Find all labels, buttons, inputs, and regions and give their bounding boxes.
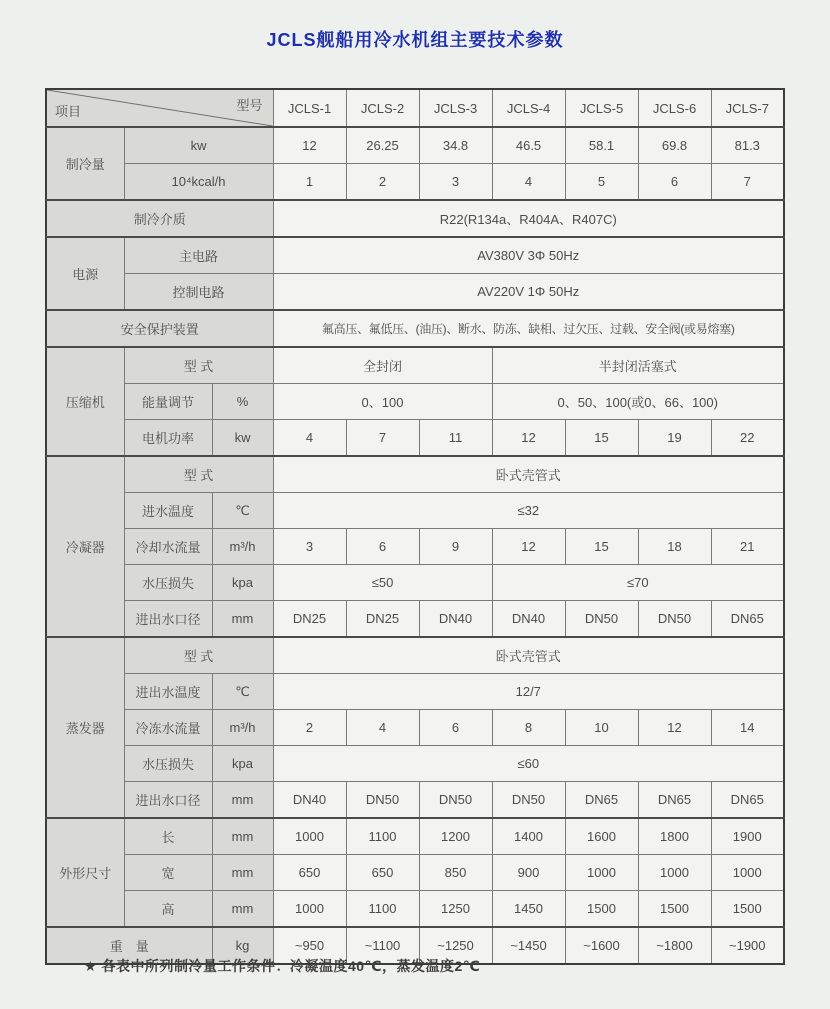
unit-cell: m³/h: [212, 710, 273, 746]
row-condenser-water-flow: [46, 529, 784, 565]
group-label-compressor: 压缩机: [46, 347, 124, 456]
page-title: JCLS舰船用冷水机组主要技术参数: [266, 30, 564, 50]
value-cell: 12: [273, 127, 346, 164]
unit-cell: mm: [212, 782, 273, 819]
unit-cell: %: [212, 384, 273, 420]
spec-table: [45, 88, 785, 965]
value-cell: ~1800: [638, 927, 711, 964]
row-dimension-width: [46, 855, 784, 891]
row-evaporator-pressure-drop: [46, 746, 784, 782]
row-label: 进水温度: [124, 493, 212, 529]
value-cell: 58.1: [565, 127, 638, 164]
value-cell: 650: [273, 855, 346, 891]
value-cell: DN40: [492, 601, 565, 638]
row-label: kw: [124, 127, 273, 164]
unit-cell: ℃: [212, 493, 273, 529]
model-header: JCLS-6: [638, 89, 711, 127]
value-cell-merged: 0、100: [273, 384, 492, 420]
value-cell: 11: [419, 420, 492, 457]
value-cell: DN40: [273, 782, 346, 819]
value-cell: 3: [419, 164, 492, 201]
value-cell: ~1900: [711, 927, 784, 964]
value-cell: 4: [273, 420, 346, 457]
group-label-evaporator: 蒸发器: [46, 637, 124, 818]
row-evaporator-water-flow: [46, 710, 784, 746]
group-label-cooling-capacity: 制冷量: [46, 127, 124, 200]
value-cell-merged: ≤60: [273, 746, 784, 782]
value-cell: ~1450: [492, 927, 565, 964]
unit-cell: kpa: [212, 746, 273, 782]
row-label: 水压损失: [124, 565, 212, 601]
group-label-power: 电源: [46, 237, 124, 310]
value-cell: 1100: [346, 818, 419, 855]
row-compressor-type: [46, 347, 784, 384]
row-label: 水压损失: [124, 746, 212, 782]
row-label: 控制电路: [124, 274, 273, 311]
value-cell: ~1600: [565, 927, 638, 964]
value-cell: 21: [711, 529, 784, 565]
value-cell: 15: [565, 529, 638, 565]
value-cell: 4: [346, 710, 419, 746]
value-cell-merged: 12/7: [273, 674, 784, 710]
value-cell: DN65: [711, 782, 784, 819]
row-evaporator-type: [46, 637, 784, 674]
unit-cell: mm: [212, 891, 273, 928]
value-cell-merged: 半封闭活塞式: [492, 347, 784, 384]
value-cell: 2: [273, 710, 346, 746]
value-cell-merged: ≤70: [492, 565, 784, 601]
row-safety-devices: [46, 310, 784, 347]
footnote: ★ 各表中所列制冷量工作条件：冷凝温度40℃，蒸发温度2℃: [84, 958, 481, 974]
value-cell: 12: [492, 420, 565, 457]
value-cell: DN50: [492, 782, 565, 819]
row-evaporator-pipe-diameter: [46, 782, 784, 819]
value-cell: 1900: [711, 818, 784, 855]
value-cell: DN50: [346, 782, 419, 819]
value-cell: 1000: [565, 855, 638, 891]
header-row: [46, 89, 784, 127]
value-cell: 650: [346, 855, 419, 891]
value-cell-merged: 卧式壳管式: [273, 456, 784, 493]
value-cell: 6: [419, 710, 492, 746]
row-label: 长: [124, 818, 212, 855]
unit-cell: ℃: [212, 674, 273, 710]
value-cell: 18: [638, 529, 711, 565]
value-cell: 15: [565, 420, 638, 457]
row-label-refrigerant: 制冷介质: [46, 200, 273, 237]
value-cell: DN50: [565, 601, 638, 638]
value-cell: 1500: [711, 891, 784, 928]
row-power-control-circuit: [46, 274, 784, 311]
value-cell: 12: [492, 529, 565, 565]
value-cell-merged: 0、50、100(或0、66、100): [492, 384, 784, 420]
model-header: JCLS-2: [346, 89, 419, 127]
unit-cell: kw: [212, 420, 273, 457]
model-header: JCLS-7: [711, 89, 784, 127]
value-cell: 34.8: [419, 127, 492, 164]
value-cell: 7: [346, 420, 419, 457]
row-label: 进出水口径: [124, 601, 212, 638]
value-cell: ~950: [273, 927, 346, 964]
model-header: JCLS-1: [273, 89, 346, 127]
value-cell: 850: [419, 855, 492, 891]
value-cell: 900: [492, 855, 565, 891]
value-cell: 1200: [419, 818, 492, 855]
value-cell-merged: 卧式壳管式: [273, 637, 784, 674]
row-evaporator-inout-temp: [46, 674, 784, 710]
value-cell: ~1250: [419, 927, 492, 964]
value-cell: 1600: [565, 818, 638, 855]
value-cell: DN25: [273, 601, 346, 638]
value-cell: DN25: [346, 601, 419, 638]
row-condenser-pressure-drop: [46, 565, 784, 601]
value-cell: 8: [492, 710, 565, 746]
model-header: JCLS-4: [492, 89, 565, 127]
value-cell: 1000: [273, 891, 346, 928]
value-cell: 1000: [638, 855, 711, 891]
item-axis-label: 项目: [55, 104, 82, 119]
unit-cell: mm: [212, 818, 273, 855]
value-cell: 69.8: [638, 127, 711, 164]
group-label-condenser: 冷凝器: [46, 456, 124, 637]
value-cell: 6: [346, 529, 419, 565]
row-power-main-circuit: [46, 237, 784, 274]
row-condenser-inlet-temp: [46, 493, 784, 529]
row-label: 冷冻水流量: [124, 710, 212, 746]
row-cooling-capacity-kcal: [46, 164, 784, 201]
value-cell: 1800: [638, 818, 711, 855]
value-cell: ~1100: [346, 927, 419, 964]
value-cell: DN65: [565, 782, 638, 819]
value-cell-merged: 全封闭: [273, 347, 492, 384]
value-cell: 10: [565, 710, 638, 746]
value-cell: 1000: [273, 818, 346, 855]
value-cell: 1500: [565, 891, 638, 928]
row-label: 型 式: [124, 347, 273, 384]
value-cell: DN65: [711, 601, 784, 638]
unit-cell: kpa: [212, 565, 273, 601]
row-label: 进出水口径: [124, 782, 212, 819]
row-label: 宽: [124, 855, 212, 891]
value-cell: 7: [711, 164, 784, 201]
value-cell: 22: [711, 420, 784, 457]
group-label-dimensions: 外形尺寸: [46, 818, 124, 927]
value-cell: 46.5: [492, 127, 565, 164]
value-cell: 5: [565, 164, 638, 201]
unit-cell: m³/h: [212, 529, 273, 565]
value-cell: DN50: [638, 601, 711, 638]
value-cell: 4: [492, 164, 565, 201]
value-cell: 1000: [711, 855, 784, 891]
row-compressor-energy-regulation: [46, 384, 784, 420]
unit-cell: mm: [212, 601, 273, 638]
value-cell-merged: ≤50: [273, 565, 492, 601]
value-cell: 3: [273, 529, 346, 565]
value-cell: 26.25: [346, 127, 419, 164]
model-header: JCLS-5: [565, 89, 638, 127]
row-compressor-motor-power: [46, 420, 784, 457]
value-cell: DN40: [419, 601, 492, 638]
unit-cell: mm: [212, 855, 273, 891]
value-cell-merged: AV220V 1Φ 50Hz: [273, 274, 784, 311]
value-cell-merged: R22(R134a、R404A、R407C): [273, 200, 784, 237]
value-cell: 1500: [638, 891, 711, 928]
value-cell: 9: [419, 529, 492, 565]
value-cell: 6: [638, 164, 711, 201]
value-cell: 14: [711, 710, 784, 746]
row-label: 主电路: [124, 237, 273, 274]
value-cell-merged: ≤32: [273, 493, 784, 529]
row-cooling-capacity-kw: [46, 127, 784, 164]
value-cell-merged: 氟高压、氟低压、(油压)、断水、防冻、缺相、过欠压、过载、安全阀(或易熔塞): [273, 310, 784, 347]
value-cell: 81.3: [711, 127, 784, 164]
row-label: 高: [124, 891, 212, 928]
row-label: 能量调节: [124, 384, 212, 420]
value-cell: 1100: [346, 891, 419, 928]
row-condenser-type: [46, 456, 784, 493]
row-label: 型 式: [124, 637, 273, 674]
row-label-weight: 重 量: [46, 927, 212, 964]
value-cell: 12: [638, 710, 711, 746]
diagonal-header-cell: [46, 89, 273, 127]
row-label: 型 式: [124, 456, 273, 493]
row-label: 10⁴kcal/h: [124, 164, 273, 201]
value-cell: 1400: [492, 818, 565, 855]
value-cell-merged: AV380V 3Φ 50Hz: [273, 237, 784, 274]
row-label-safety: 安全保护装置: [46, 310, 273, 347]
value-cell: 1: [273, 164, 346, 201]
row-condenser-pipe-diameter: [46, 601, 784, 638]
value-cell: DN65: [638, 782, 711, 819]
value-cell: 19: [638, 420, 711, 457]
unit-cell: kg: [212, 927, 273, 964]
value-cell: 2: [346, 164, 419, 201]
row-dimension-length: [46, 818, 784, 855]
model-axis-label: 型号: [236, 98, 263, 113]
row-label: 进出水温度: [124, 674, 212, 710]
row-label: 电机功率: [124, 420, 212, 457]
row-dimension-height: [46, 891, 784, 928]
value-cell: 1250: [419, 891, 492, 928]
row-label: 冷却水流量: [124, 529, 212, 565]
value-cell: DN50: [419, 782, 492, 819]
row-refrigerant: [46, 200, 784, 237]
model-header: JCLS-3: [419, 89, 492, 127]
value-cell: 1450: [492, 891, 565, 928]
